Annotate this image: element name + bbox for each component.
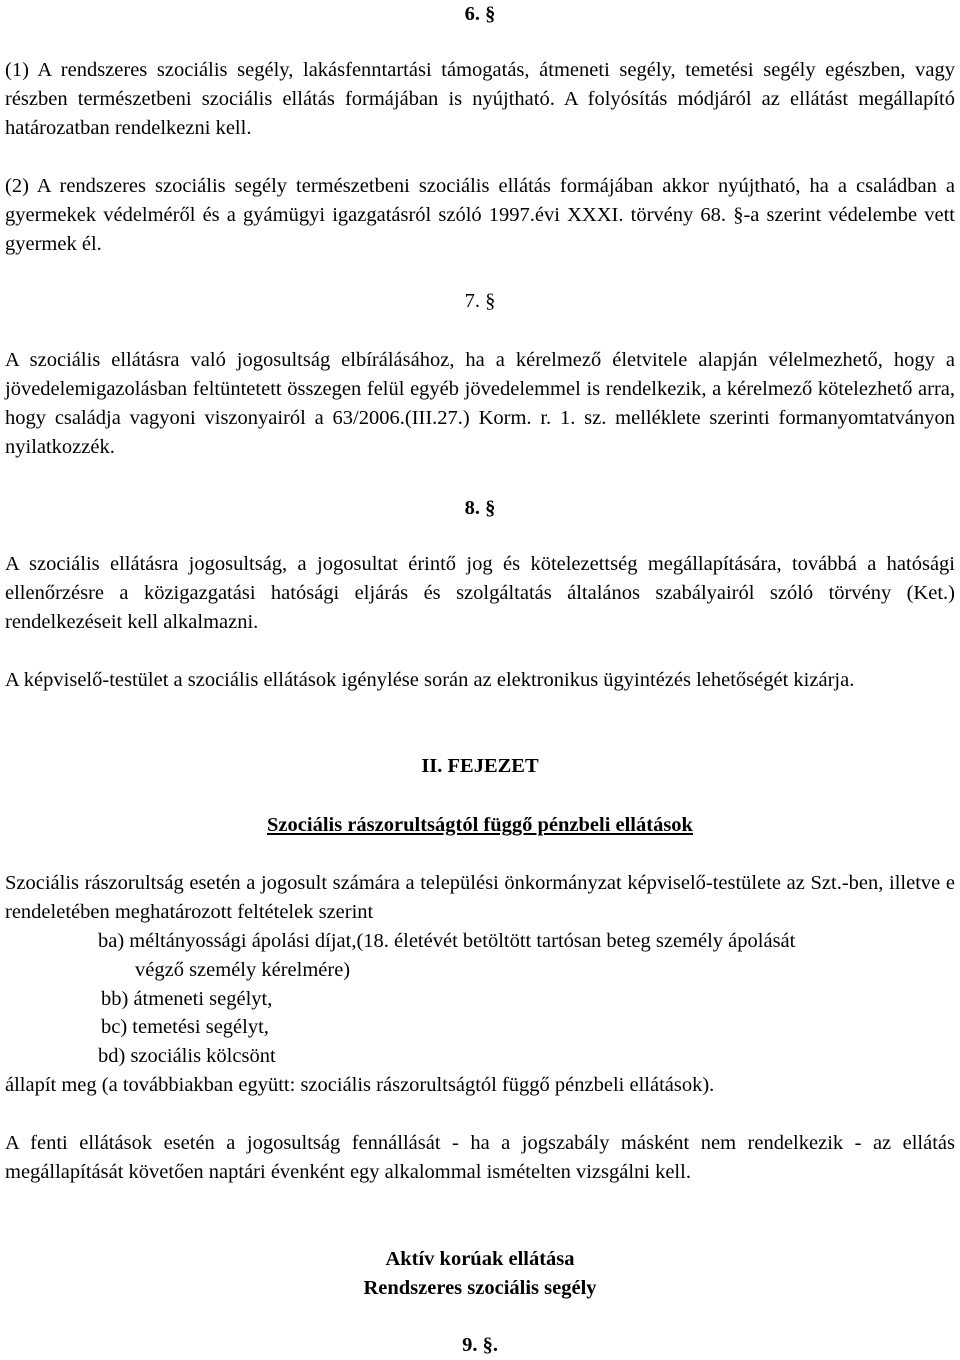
list-item-ba: ba) méltányossági ápolási díjat,(18. életévét betöltött tartósan beteg személy ápolását <box>98 930 796 952</box>
chapter-intro: Szociális rászorultság esetén a jogosult számára a települési önkormányzat képviselő-testülete az Szt.-ben, illetve e rendeletében meghatározott feltételek szerint <box>5 872 955 923</box>
list-item-bd: bd) szociális kölcsönt <box>98 1045 276 1067</box>
chapter-review: A fenti ellátások esetén a jogosultság fennállását - ha a jogszabály másként nem rendelkezik - az ellátás megállapítását követően naptári évenként egy alkalommal ismételten vizsgálni kell. <box>5 1132 955 1183</box>
chapter-subtitle: Szociális rászorultságtól függő pénzbeli ellátások <box>267 814 693 836</box>
paragraph-7: A szociális ellátásra való jogosultság elbírálásához, ha a kérelmező életvitele alapján vélelmezhető, hogy a jövedelemigazolásban feltüntetett összegen felül egyéb jövedelemmel is rendelkezik, a kérelmező kötelezhető arra, hogy családja vagyoni viszonyairól a 63/2006.(III.27.) Korm. r. 1. sz. melléklete szerinti formanyomtatványon nyilatkozzék. <box>5 349 955 458</box>
paragraph-8-2: A képviselő-testület a szociális ellátások igénylése során az elektronikus ügyintézés lehetőségét kizárja. <box>5 669 855 691</box>
section-6-heading: 6. § <box>464 3 496 25</box>
section-8-heading: 8. § <box>464 497 496 519</box>
list-item-bc: bc) temetési segélyt, <box>101 1016 269 1038</box>
subsection-title-2: Rendszeres szociális segély <box>363 1277 597 1299</box>
chapter-title: II. FEJEZET <box>421 755 539 777</box>
list-item-ba-continuation: végző személy kérelmére) <box>135 959 351 981</box>
list-item-bb: bb) átmeneti segélyt, <box>101 988 273 1010</box>
section-9-heading: 9. §. <box>462 1334 498 1356</box>
subsection-title-1: Aktív korúak ellátása <box>385 1248 575 1270</box>
paragraph-8-1: A szociális ellátásra jogosultság, a jogosultat érintő jog és kötelezettség megállapítására, továbbá a hatósági ellenőrzésre a közigazgatási hatósági eljárás és szolgáltatás általános szabályairól szóló törvény (Ket.) rendelkezéseit kell alkalmazni. <box>5 553 955 633</box>
paragraph-6-2: (2) A rendszeres szociális segély természetbeni szociális ellátás formájában akkor nyújtható, ha a családban a gyermekek védelméről és a gyámügyi igazgatásról szóló 1997.évi XXXI. törvény 68. §-a szerint védelembe vett gyermek él. <box>5 175 955 255</box>
section-7-heading: 7. § <box>464 290 496 312</box>
chapter-outro: állapít meg (a továbbiakban együtt: szociális rászorultságtól függő pénzbeli ellátások). <box>5 1074 715 1096</box>
paragraph-6-1: (1) A rendszeres szociális segély, lakásfenntartási támogatás, átmeneti segély, temetési segély egészben, vagy részben természetbeni szociális ellátás formájában is nyújtható. A folyósítás módjáról az ellátást megállapító határozatban rendelkezni kell. <box>5 59 955 139</box>
